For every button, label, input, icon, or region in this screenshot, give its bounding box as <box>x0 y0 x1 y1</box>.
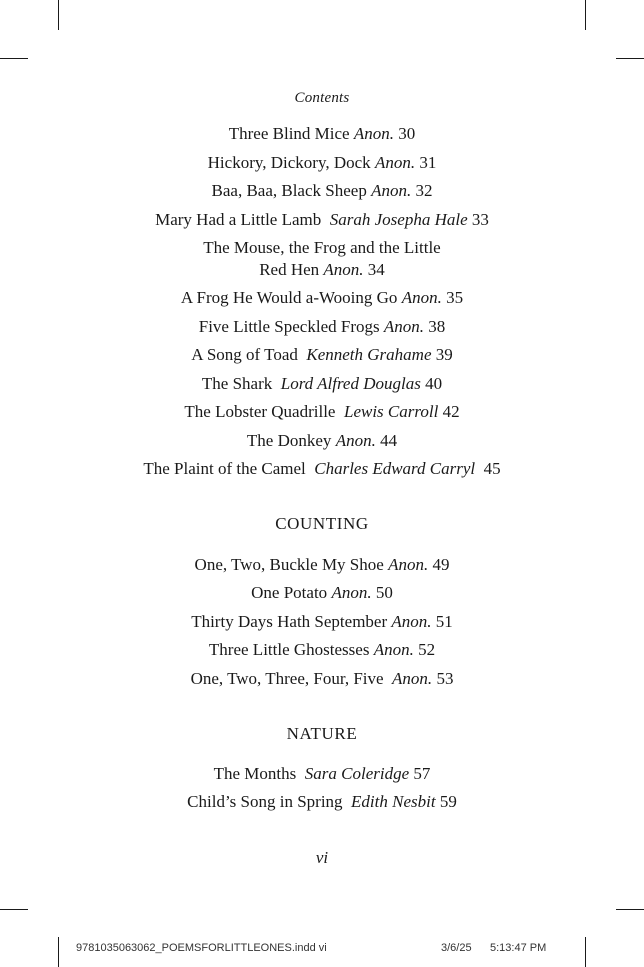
entry-author: Kenneth Grahame <box>306 345 432 364</box>
toc-entry <box>0 554 644 576</box>
toc-entry-continued <box>0 259 644 281</box>
entry-page: 57 <box>413 764 431 783</box>
entry-author: Anon. <box>331 583 372 602</box>
entry-author: Anon. <box>335 431 376 450</box>
toc-entry <box>0 458 644 480</box>
entry-page: 45 <box>483 459 501 478</box>
entry-author: Anon. <box>371 181 412 200</box>
entry-title: A Frog He Would a-Wooing Go <box>180 288 398 307</box>
entry-page: 33 <box>471 210 489 229</box>
running-head: Contents <box>294 90 350 106</box>
entry-page: 42 <box>442 402 460 421</box>
entry-author: Anon. <box>353 124 394 143</box>
entry-title: One, Two, Three, Four, Five <box>190 669 384 688</box>
toc-entry <box>0 287 644 309</box>
toc-entry <box>0 668 644 690</box>
entry-author: Anon. <box>374 153 416 172</box>
toc-entry <box>0 180 644 202</box>
entry-title: The Plaint of the Camel <box>143 459 306 478</box>
entry-title-line1: The Mouse, the Frog and the Little <box>203 238 441 257</box>
section-heading-nature: NATURE <box>286 724 358 743</box>
entry-title: A Song of Toad <box>191 345 298 364</box>
entry-author: Charles Edward Carryl <box>314 459 476 478</box>
toc-entry <box>0 373 644 395</box>
entry-page: 35 <box>446 288 464 307</box>
entry-title: Child’s Song in Spring <box>187 792 343 811</box>
entry-title: Red Hen <box>259 260 320 279</box>
entry-page: 44 <box>380 431 398 450</box>
entry-page: 38 <box>428 317 446 336</box>
entry-page: 31 <box>419 153 437 172</box>
crop-mark-bottom-right <box>585 937 586 967</box>
entry-page: 40 <box>425 374 443 393</box>
toc-entry <box>0 316 644 338</box>
entry-page: 39 <box>435 345 453 364</box>
entry-title: One Potato <box>251 583 328 602</box>
entry-author: Anon. <box>391 612 432 631</box>
entry-title: Five Little Speckled Frogs <box>198 317 380 336</box>
entry-title: Mary Had a Little Lamb <box>155 210 322 229</box>
entry-author: Edith Nesbit <box>351 792 436 811</box>
toc-entry <box>0 430 644 452</box>
entry-title: Hickory, Dickory, Dock <box>207 153 371 172</box>
toc-entry <box>0 763 644 785</box>
crop-mark-top-left <box>58 0 59 30</box>
slug-filename: 9781035063062_POEMSFORLITTLEONES.indd vi <box>76 942 327 954</box>
entry-author: Anon. <box>373 640 414 659</box>
entry-author: Anon. <box>392 669 433 688</box>
entry-title: The Lobster Quadrille <box>184 402 336 421</box>
toc-entry <box>0 401 644 423</box>
entry-author: Anon. <box>388 555 429 574</box>
section-heading-counting: COUNTING <box>275 514 369 533</box>
entry-title: Three Little Ghostesses <box>208 640 370 659</box>
toc-entry <box>0 344 644 366</box>
entry-title: One, Two, Buckle My Shoe <box>194 555 384 574</box>
entry-author: Lord Alfred Douglas <box>280 374 421 393</box>
entry-author: Sarah Josepha Hale <box>329 210 468 229</box>
entry-page: 59 <box>439 792 457 811</box>
entry-title: The Donkey <box>246 431 332 450</box>
toc-entry <box>0 791 644 813</box>
entry-page: 52 <box>418 640 436 659</box>
entry-title: The Shark <box>201 374 273 393</box>
toc-entry <box>0 123 644 145</box>
entry-page: 51 <box>435 612 453 631</box>
toc-entry <box>0 639 644 661</box>
crop-mark-top-right <box>585 0 586 30</box>
toc-entry <box>0 152 644 174</box>
entry-title: Three Blind Mice <box>228 124 350 143</box>
crop-mark-right-top <box>616 58 644 59</box>
entry-author: Sara Coleridge <box>304 764 410 783</box>
toc-entry <box>0 237 644 259</box>
entry-title: Baa, Baa, Black Sheep <box>211 181 367 200</box>
entry-author: Lewis Carroll <box>343 402 439 421</box>
entry-page: 50 <box>375 583 393 602</box>
crop-mark-left-top <box>0 58 28 59</box>
slug-time: 5:13:47 PM <box>490 942 547 954</box>
slug-date: 3/6/25 <box>441 942 472 954</box>
entry-author: Anon. <box>323 260 364 279</box>
entry-title: Thirty Days Hath September <box>191 612 388 631</box>
entry-page: 34 <box>367 260 385 279</box>
entry-author: Anon. <box>383 317 424 336</box>
entry-page: 49 <box>432 555 450 574</box>
crop-mark-left-bottom <box>0 909 28 910</box>
crop-mark-right-bottom <box>616 909 644 910</box>
toc-entry <box>0 209 644 231</box>
entry-page: 32 <box>415 181 433 200</box>
toc-entry <box>0 611 644 633</box>
toc-entry <box>0 582 644 604</box>
entry-page: 53 <box>436 669 454 688</box>
entry-title: The Months <box>213 764 297 783</box>
page-number: vi <box>315 848 329 867</box>
entry-page: 30 <box>398 124 416 143</box>
entry-author: Anon. <box>401 288 442 307</box>
crop-mark-bottom-left <box>58 937 59 967</box>
